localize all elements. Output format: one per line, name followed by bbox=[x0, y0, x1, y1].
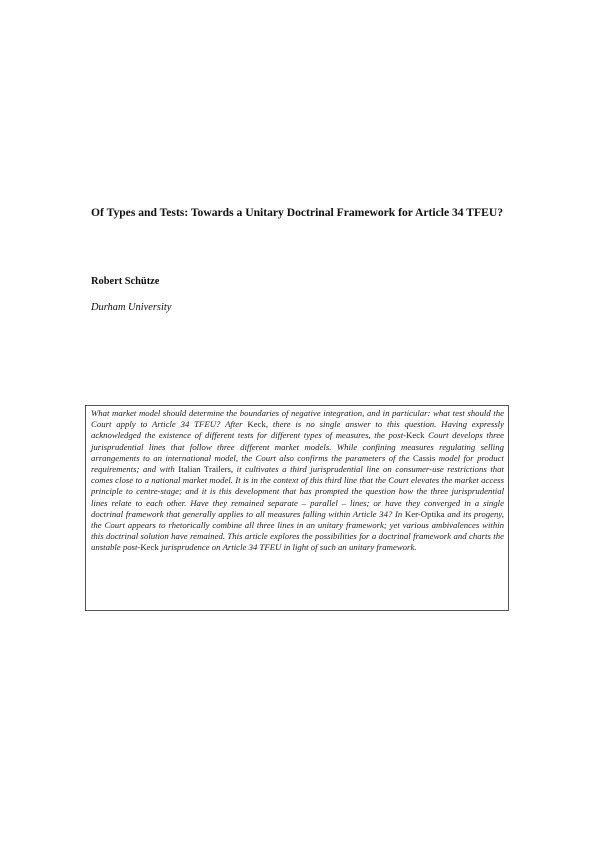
abstract-text bbox=[91, 408, 504, 554]
abstract-segment: model for product requirements; and with bbox=[91, 452, 504, 475]
abstract-segment: , it cultivates a third jurisprudential line on consumer-use restrictions that comes close to a national market model. It is in the context of this third line that the Court elevates the market access principle to centre-stage; and it is this development that has prompted the question how the three jurisprudential lines relate to each other. Have they remained separate – parallel – lines; or have they converged in a single doctrinal framework that generally applies to all measures falling within Article 34? In bbox=[91, 464, 504, 519]
abstract-segment: Court develops three jurisprudential lines that follow three different market models. While confining measures regulating selling arrangements to an international model, the Court also confirms the parameters of the bbox=[91, 430, 504, 463]
case-name: Ker-Optika bbox=[404, 508, 445, 519]
abstract-segment: What market model should determine the boundaries of negative integration, and in particular: what test should the Court apply to Article 34 TFEU? After bbox=[91, 408, 504, 430]
case-name: Italian Trailers bbox=[178, 464, 231, 475]
case-name: Keck bbox=[406, 430, 425, 441]
case-name: Keck bbox=[140, 542, 159, 553]
paper-title: Of Types and Tests: Towards a Unitary Doctrinal Framework for Article 34 TFEU? bbox=[91, 206, 504, 219]
author-name: Robert Schütze bbox=[91, 276, 160, 287]
author-affiliation: Durham University bbox=[91, 302, 172, 313]
case-name: Cassis bbox=[412, 452, 436, 463]
abstract-segment: , there is no single answer to this question. Having expressly acknowledged the existence of different tests for different types of measures, the post- bbox=[91, 419, 504, 441]
abstract-segment: and its progeny, the Court appears to rhetorically combine all three lines in an unitary framework; yet various ambivalences within this doctrinal solution have remained. This article explores the possibilities for a doctrinal framework and charts the unstable post- bbox=[91, 508, 504, 553]
abstract-segment: jurisprudence on Article 34 TFEU in light of such an unitary framework. bbox=[158, 542, 417, 553]
case-name: Keck bbox=[247, 419, 266, 430]
abstract-box bbox=[85, 405, 509, 611]
